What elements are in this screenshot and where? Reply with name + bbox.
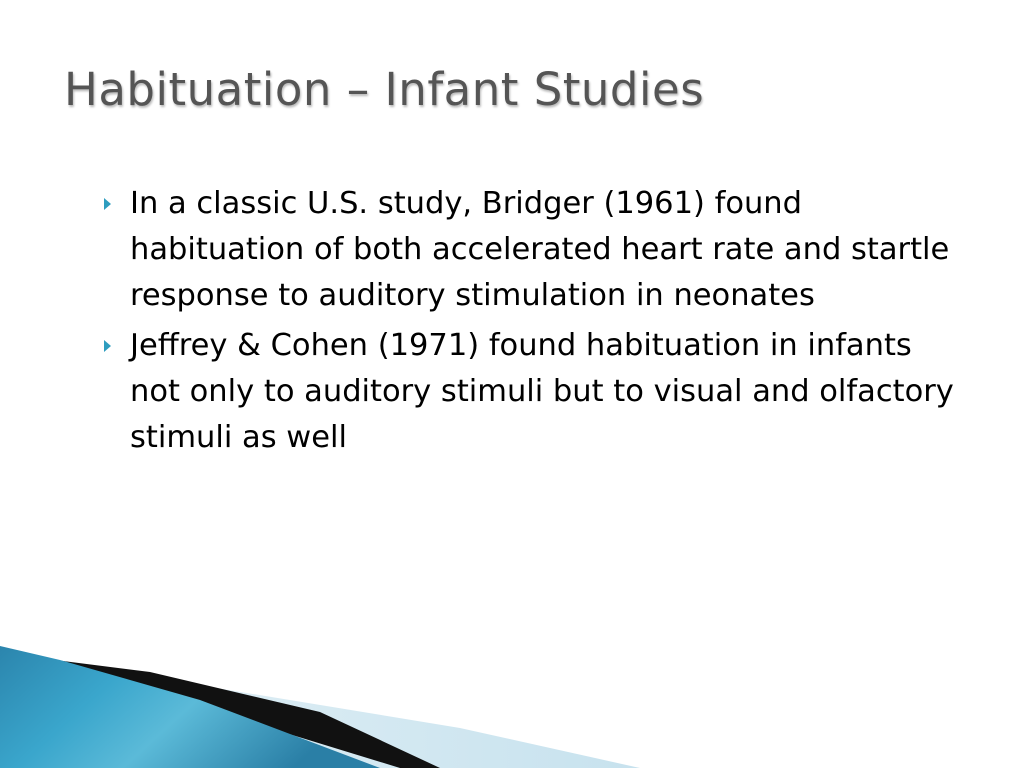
bullet-item [96,181,956,319]
bullet-item [96,323,956,461]
right-triangle-bullet-icon [104,198,111,210]
bullet-text: In a classic U.S. study, Bridger (1961) found habituation of both accelerated heart rate and startle response to auditory stimulation in neonates [130,186,950,313]
bullet-text: Jeffrey & Cohen (1971) found habituation in infants not only to auditory stimuli but to visual and olfactory stimuli as well [130,328,954,455]
blue-wedge-shape [0,646,380,768]
light-swoosh-shape [0,660,640,768]
right-triangle-bullet-icon [104,340,111,352]
bullet-list [96,181,956,465]
dark-stripe-shape [0,653,440,768]
slide-title: Habituation – Infant Studies [64,63,705,116]
